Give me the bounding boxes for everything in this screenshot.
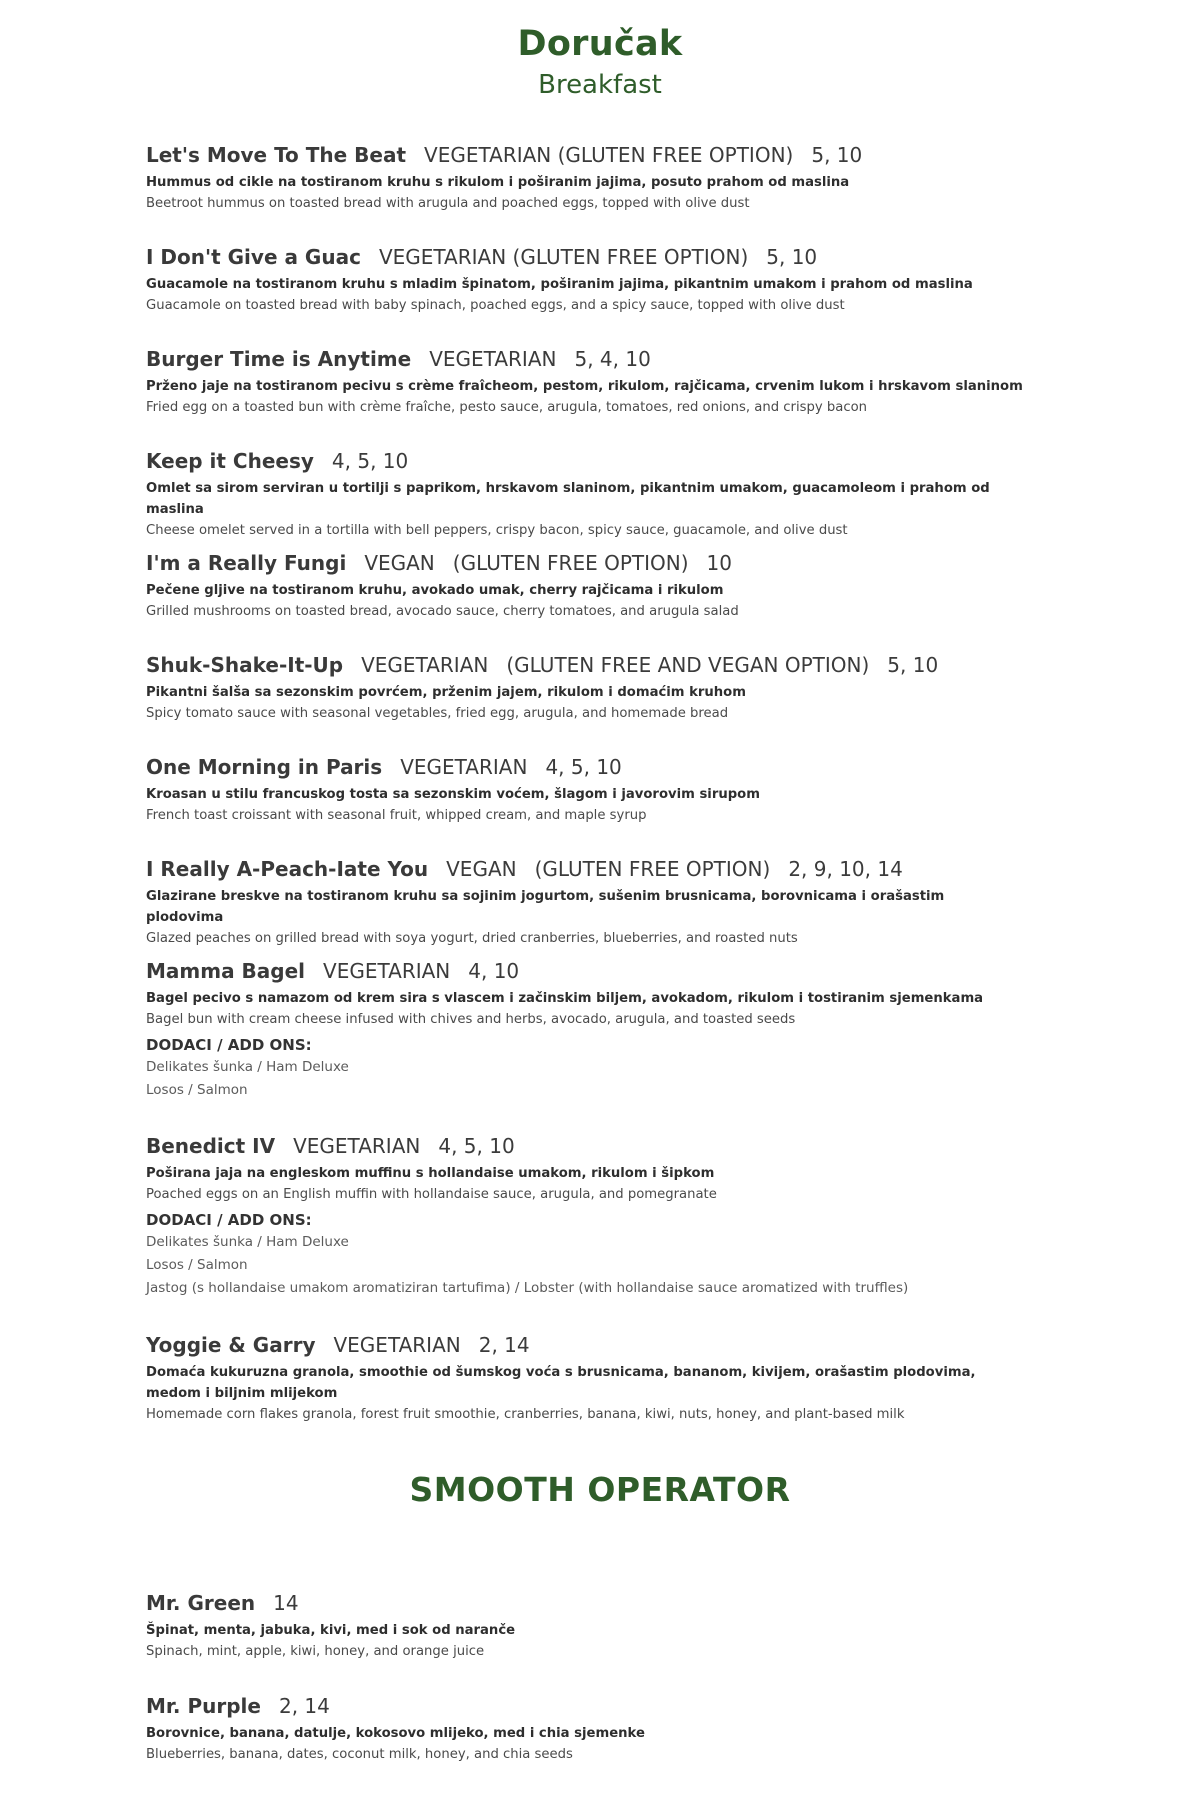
menu-item <box>146 550 1026 623</box>
menu-item-name: One Morning in Paris <box>146 755 383 779</box>
menu-item-header <box>146 1693 1026 1719</box>
page-subtitle: Breakfast <box>538 70 662 100</box>
menu-item-name: Burger Time is Anytime <box>146 347 412 371</box>
menu-item-description-en: Grilled mushrooms on toasted bread, avocado sauce, cherry tomatoes, and arugula salad <box>146 604 739 619</box>
menu-item-description-en: Blueberries, banana, dates, coconut milk, honey, and chia seeds <box>146 1747 573 1762</box>
menu-item-name: Mr. Purple <box>146 1694 261 1718</box>
menu-item-name: I Really A-Peach-Iate You <box>146 857 429 881</box>
menu-item-description-hr: Borovnice, banana, datulje, kokosovo mlijeko, med i chia sjemenke <box>146 1726 645 1741</box>
addon-item: Delikates šunka / Ham Deluxe <box>146 1059 349 1075</box>
menu-item <box>146 754 1026 827</box>
menu-header <box>0 0 1200 100</box>
menu-item-diet-tag: VEGAN <box>364 551 435 575</box>
menu-item-description-hr: Guacamole na tostiranom kruhu s mladim špinatom, poširanim jajima, pikantnim umakom i prahom od maslina <box>146 277 973 292</box>
page-title: Doručak <box>517 24 683 64</box>
menu-item-description-hr: Omlet sa sirom serviran u tortilji s paprikom, hrskavom slaninom, pikantnim umakom, guacamoleom i prahom od maslina <box>146 481 990 517</box>
menu-item-diet-tag: VEGETARIAN <box>429 347 557 371</box>
menu-item-header <box>146 1332 1026 1358</box>
menu-item-allergens: 4, 5, 10 <box>545 755 622 779</box>
menu-item-header <box>146 142 1026 168</box>
menu-item-description-hr: Bagel pecivo s namazom od krem sira s vlascem i začinskim biljem, avokadom, rikulom i tostiranim sjemenkama <box>146 991 984 1006</box>
menu-item-name: I Don't Give a Guac <box>146 245 361 269</box>
menu-item-description-hr: Glazirane breskve na tostiranom kruhu sa sojinim jogurtom, sušenim brusnicama, borovnicama i orašastim plodovima <box>146 889 945 925</box>
menu-item-header <box>146 346 1026 372</box>
menu-item-header <box>146 958 1026 984</box>
menu-item-header <box>146 754 1026 780</box>
menu-item-description-hr: Domaća kukuruzna granola, smoothie od šumskog voća s brusnicama, bananom, kivijem, orašastim plodovima, medom i biljnim mlijekom <box>146 1365 976 1401</box>
menu-item-diet-tag: VEGETARIAN <box>293 1134 421 1158</box>
menu-item-header <box>146 448 1026 474</box>
menu-item <box>146 448 1026 542</box>
menu-item <box>146 244 1026 317</box>
menu-item-name: I'm a Really Fungi <box>146 551 347 575</box>
menu-item-diet-tag: VEGETARIAN (GLUTEN FREE OPTION) <box>378 245 749 269</box>
menu-item-header <box>146 1590 1026 1616</box>
menu-item-name: Keep it Cheesy <box>146 449 314 473</box>
menu-item-diet-tag: VEGETARIAN <box>361 653 489 677</box>
menu-item-allergens: 4, 5, 10 <box>438 1134 515 1158</box>
menu-item-diet-tag: VEGETARIAN (GLUTEN FREE OPTION) <box>424 143 794 167</box>
menu-item-allergens: 5, 10 <box>887 653 939 677</box>
menu-item <box>146 1332 1026 1426</box>
menu-item-allergens: 4, 5, 10 <box>331 449 409 473</box>
menu-item-description-hr: Špinat, menta, jabuka, kivi, med i sok od naranče <box>146 1623 516 1638</box>
menu-item-option-tag: (GLUTEN FREE AND VEGAN OPTION) <box>506 653 870 677</box>
menu-item <box>146 142 1026 215</box>
menu-item-allergens: 2, 9, 10, 14 <box>788 857 903 881</box>
menu-item-description-en: Cheese omelet served in a tortilla with bell peppers, crispy bacon, spicy sauce, guacamole, and olive dust <box>146 523 848 538</box>
menu-item <box>146 652 1026 725</box>
addon-item: Delikates šunka / Ham Deluxe <box>146 1234 349 1250</box>
menu-item-description-en: Homemade corn flakes granola, forest fruit smoothie, cranberries, banana, kiwi, nuts, honey, and plant-based milk <box>146 1407 905 1422</box>
menu-item <box>146 856 1026 950</box>
menu-item-description-en: Glazed peaches on grilled bread with soya yogurt, dried cranberries, blueberries, and roasted nuts <box>146 931 798 946</box>
menu-item-allergens: 10 <box>706 551 732 575</box>
menu-item <box>146 1693 1026 1766</box>
menu-item-description-en: Beetroot hummus on toasted bread with arugula and poached eggs, topped with olive dust <box>146 196 750 211</box>
menu-item-name: Let's Move To The Beat <box>146 143 407 167</box>
menu-item-description-hr: Kroasan u stilu francuskog tosta sa sezonskim voćem, šlagom i javorovim sirupom <box>146 787 760 802</box>
addons-title: DODACI / ADD ONS: <box>146 1036 312 1054</box>
menu-item <box>146 1133 1026 1300</box>
menu-item-name: Benedict IV <box>146 1134 276 1158</box>
menu-item-option-tag: (GLUTEN FREE OPTION) <box>534 857 771 881</box>
menu-item-description-hr: Prženo jaje na tostiranom pecivu s crème fraîcheom, pestom, rikulom, rajčicama, crvenim lukom i hrskavom slaninom <box>146 379 1023 394</box>
menu-item-description-en: Poached eggs on an English muffin with hollandaise sauce, arugula, and pomegranate <box>146 1187 717 1202</box>
menu-item-allergens: 2, 14 <box>478 1333 530 1357</box>
menu-item-description-en: Fried egg on a toasted bun with crème fraîche, pesto sauce, arugula, tomatoes, red onions, and crispy bacon <box>146 400 867 415</box>
menu-item <box>146 958 1026 1102</box>
addons-title: DODACI / ADD ONS: <box>146 1211 312 1229</box>
menu-item-allergens: 5, 10 <box>766 245 818 269</box>
smooth-operator-title: SMOOTH OPERATOR <box>409 1470 791 1509</box>
menu-item-description-en: Bagel bun with cream cheese infused with chives and herbs, avocado, arugula, and toasted seeds <box>146 1012 796 1027</box>
menu-item-allergens: 5, 4, 10 <box>574 347 651 371</box>
menu-item-description-en: Spicy tomato sauce with seasonal vegetables, fried egg, arugula, and homemade bread <box>146 706 729 721</box>
menu-item-name: Mamma Bagel <box>146 959 306 983</box>
menu-item-option-tag: (GLUTEN FREE OPTION) <box>452 551 689 575</box>
menu-item <box>146 346 1026 419</box>
menu-item-allergens: 2, 14 <box>278 1694 330 1718</box>
menu-item-description-hr: Hummus od cikle na tostiranom kruhu s rikulom i poširanim jajima, posuto prahom od maslina <box>146 175 850 190</box>
menu-item-diet-tag: VEGETARIAN <box>333 1333 461 1357</box>
menu-item-header <box>146 1133 1026 1159</box>
menu-item <box>146 1590 1026 1663</box>
menu-item-description-hr: Poširana jaja na engleskom muffinu s hollandaise umakom, rikulom i šipkom <box>146 1166 715 1181</box>
menu-item-description-hr: Pečene gljive na tostiranom kruhu, avokado umak, cherry rajčicama i rikulom <box>146 583 724 598</box>
addon-item: Losos / Salmon <box>146 1082 248 1098</box>
menu-item-diet-tag: VEGETARIAN <box>323 959 451 983</box>
menu-item-diet-tag: VEGETARIAN <box>400 755 528 779</box>
menu-item-name: Mr. Green <box>146 1591 256 1615</box>
menu-item-name: Yoggie & Garry <box>146 1333 316 1357</box>
addon-item: Losos / Salmon <box>146 1257 248 1273</box>
menu-item-header <box>146 652 1026 678</box>
menu-item-description-en: Guacamole on toasted bread with baby spinach, poached eggs, and a spicy sauce, topped with olive dust <box>146 298 845 313</box>
menu-item-description-en: Spinach, mint, apple, kiwi, honey, and orange juice <box>146 1644 485 1659</box>
menu-item-allergens: 5, 10 <box>811 143 863 167</box>
menu-item-allergens: 4, 10 <box>468 959 520 983</box>
addon-item: Jastog (s hollandaise umakom aromatiziran tartufima) / Lobster (with hollandaise sauce aromatized with truffles) <box>146 1280 909 1296</box>
menu-item-diet-tag: VEGAN <box>446 857 517 881</box>
menu-item-allergens: 14 <box>273 1591 299 1615</box>
menu-item-header <box>146 244 1026 270</box>
menu-item-header <box>146 550 1026 576</box>
menu-item-description-hr: Pikantni šalša sa sezonskim povrćem, prženim jajem, rikulom i domaćim kruhom <box>146 685 746 700</box>
menu-item-description-en: French toast croissant with seasonal fruit, whipped cream, and maple syrup <box>146 808 647 823</box>
menu-item-name: Shuk-Shake-It-Up <box>146 653 344 677</box>
menu-item-header <box>146 856 1026 882</box>
